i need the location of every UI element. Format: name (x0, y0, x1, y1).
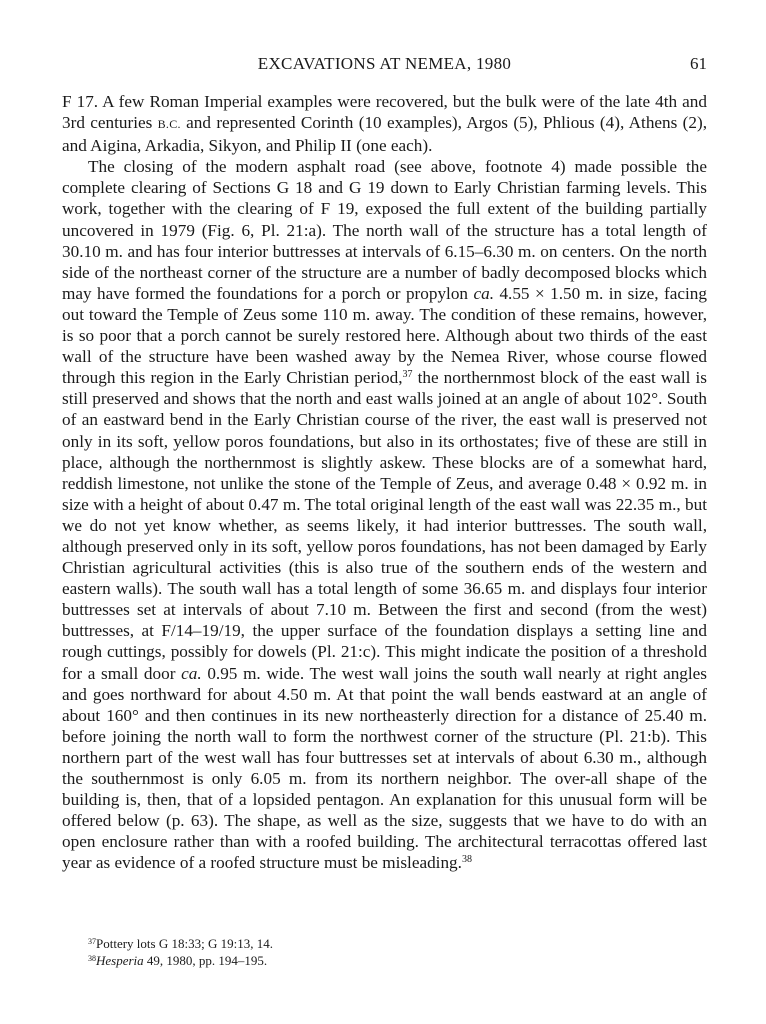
footnote-ref-38[interactable]: 38 (461, 854, 472, 866)
paragraph-2-text-b: 4.55 × 1.50 m. in size, facing out toward the Temple of Zeus some 110 m. away. The condition of these remains, however, is so poor that a porch cannot be surely restored here. Although about two thirds of the east wall of the structure have been washed away by the Nemea River, whose course flowed through this region in the Early Christian period, (62, 283, 707, 388)
footnote-38-journal: Hesperia (96, 953, 144, 968)
footnote-ref-37[interactable]: 37 (402, 369, 413, 381)
footnote-37-number: 37 (88, 937, 96, 946)
paragraph-2-text-d: 0.95 m. wide. The west wall joins the south wall nearly at right angles and goes northward for about 4.50 m. At that point the wall bends eastward at an angle of about 160° and then continues in its new northeasterly direction for a distance of 25.40 m. before joining the north wall to form the northwest corner of the structure (Pl. 21:b). This northern part of the west wall has four buttresses set at intervals of about 6.30 m., although the southernmost is only 6.05 m. from its northern neighbor. The over-all shape of the building is, then, that of a lopsided pentagon. An explanation for this unusual form will be offered below (p. 63). The shape, as well as the size, suggests that we have to do with an open enclosure rather than with a roofed building. The architectural terracottas offered last year as evidence of a roofed structure must be misleading. (62, 663, 707, 873)
footnote-37-text: Pottery lots G 18:33; G 19:13, 14. (96, 936, 273, 951)
paragraph-1 (62, 91, 707, 156)
footnote-38-number: 38 (88, 954, 96, 963)
footnotes (88, 935, 648, 969)
paragraph-2 (62, 156, 707, 873)
running-header (62, 54, 707, 78)
footnote-38 (88, 952, 648, 969)
page-number: 61 (690, 54, 707, 73)
running-title: EXCAVATIONS AT NEMEA, 1980 (257, 54, 512, 73)
circa-italic-1: ca. (473, 283, 494, 303)
paragraph-1-text-a: F 17. A few Roman Imperial examples were recovered, but the bulk were of the late 4th and 3rd centuries (62, 92, 707, 133)
paragraph-2-text-c: the northernmost block of the east wall is still preserved and shows that the north and east walls joined at an angle of about 102°. South of an eastward bend in the Early Christian course of the river, the east wall is preserved not only in its soft, yellow poros foundations, but also in its orthostates; five of these are still in place, although the northernmost is slightly askew. These blocks are of a somewhat hard, reddish limestone, not unlike the stone of the Temple of Zeus, and average 0.48 × 0.92 m. in size with a height of about 0.47 m. The total original length of the east wall was 22.35 m., but we do not yet know whether, as seems likely, it had interior buttresses. The south wall, although preserved only in its soft, yellow poros foundations, has not been damaged by Early Christian agricultural activities (this is also true of the southern ends of the western and eastern walls). The south wall has a total length of some 36.65 m. and displays four interior buttresses set at intervals of about 7.10 m. Between the first and second (from the west) buttresses, at F/14–19/19, the upper surface of the foundation displays a setting line and rough cuttings, possibly for dowels (Pl. 21:c). This might indicate the position of a threshold for a small door (62, 368, 707, 683)
article-body (62, 91, 707, 873)
paragraph-2-text-a: The closing of the modern asphalt road (see above, footnote 4) made possible the complete clearing of Sections G 18 and G 19 down to Early Christian farming levels. This work, together with the clearing of F 19, exposed the full extent of the building partially uncovered in 1979 (Fig. 6, Pl. 21:a). The north wall of the structure has a total length of 30.10 m. and has four interior buttresses at intervals of 6.15–6.30 m. on centers. On the north side of the northeast corner of the structure are a number of badly decomposed blocks which may have formed the foundations for a porch or propylon (62, 157, 707, 303)
circa-italic-2: ca. (181, 663, 202, 683)
footnote-38-text: 49, 1980, pp. 194–195. (143, 953, 268, 968)
bc-abbreviation: B.C. (157, 117, 181, 132)
footnote-37 (88, 935, 648, 952)
paragraph-1-text-b: and represented Corinth (10 examples), Argos (5), Phlious (4), Athens (2), and Aigina, Arkadia, Sikyon, and Philip II (one each). (62, 113, 708, 156)
